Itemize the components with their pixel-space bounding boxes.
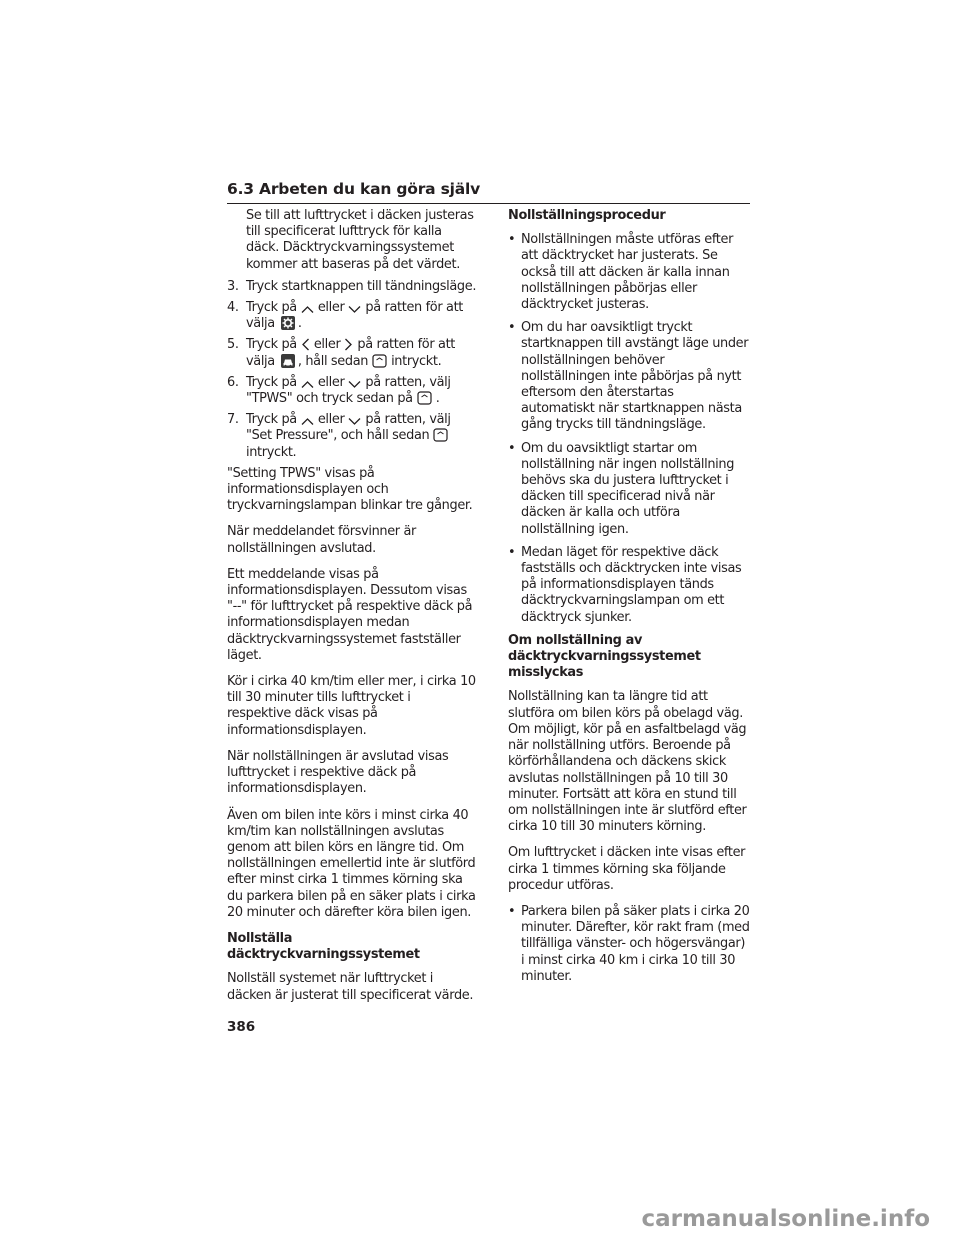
step-number: 6. — [227, 374, 239, 390]
paragraph: Kör i cirka 40 km/tim eller mer, i cirka 10 till 30 minuter tills lufttrycket i respektive däck visas på informationsdisplayen. — [227, 674, 476, 738]
list-item — [508, 441, 750, 538]
step-number: 3. — [227, 278, 239, 294]
page-number: 386 — [227, 1019, 256, 1035]
paragraph: Ett meddelande visas på informationsdisplayen. Dessutom visas "--" för lufttrycket på respektive däck på informationsdisplayen medan däcktryckvarningssystemet fastställer läget. — [227, 566, 473, 663]
step-number: 4. — [227, 300, 239, 316]
paragraph: Nollställning kan ta längre tid att slutföra om bilen körs på obelagd väg. Om möjligt, kör på en asfaltbelagd väg när nollställning utförs. Beroende på körförhållandena och däckens skick avslutas nollställningen på 10 till 30 minuter. Fortsätt att köra en stund till om nollställningen inte är slutförd efter cirka 10 till 30 minuters körning. — [508, 689, 747, 835]
step-text: Tryck startknappen till tändningsläge. — [246, 278, 477, 294]
watermark: carmanualsonline.info — [641, 1206, 930, 1232]
subheading: Nollställa däcktryckvarningssystemet — [227, 930, 420, 963]
chevron-down-icon — [348, 417, 361, 426]
subheading: Nollställningsprocedur — [508, 208, 666, 223]
step-text: eller — [317, 412, 345, 428]
settings-icon — [281, 316, 295, 330]
subheading: Om nollställning av däcktryckvarningssystemet misslyckas — [508, 632, 701, 681]
step-text: intryckt. — [246, 444, 297, 460]
step-6 — [227, 375, 477, 407]
step-text: på ratten, välj "Set Pressure", och håll sedan — [246, 412, 451, 444]
ok-button-icon — [433, 428, 448, 442]
step-text: Tryck på — [246, 300, 297, 316]
paragraph: Nollställ systemet när lufttrycket i däcken är justerat till specificerat värde. — [227, 971, 474, 1003]
bullet: • — [508, 232, 516, 248]
paragraph: "Setting TPWS" visas på informationsdisplayen och tryckvarningslampan blinkar tre gånger. — [227, 465, 473, 514]
list-item — [508, 545, 750, 626]
paragraph: Om lufttrycket i däcken inte visas efter cirka 1 timmes körning ska följande procedur utföras. — [508, 845, 746, 893]
chevron-right-icon — [344, 338, 353, 351]
bullet: • — [508, 440, 516, 456]
step-5 — [227, 337, 477, 369]
step-7 — [227, 412, 477, 461]
list-item-text: Nollställningen måste utföras efter att däcktrycket har justerats. Se också till att däcken är kalla innan nollställningen påbörjas eller däcktrycket justeras. — [521, 232, 734, 313]
step-text: , håll sedan — [297, 353, 369, 369]
chevron-down-icon — [348, 380, 361, 389]
step-text: Tryck på — [246, 337, 297, 353]
step-text: på ratten för att välja — [246, 300, 463, 332]
chevron-left-icon — [301, 338, 310, 351]
paragraph: När nollställningen är avslutad visas lufttrycket i respektive däck på informationsdisplayen. — [227, 748, 449, 797]
list-item — [508, 232, 750, 313]
step-text: eller — [317, 300, 345, 316]
chevron-up-icon — [301, 305, 314, 314]
step-3 — [227, 279, 477, 295]
left-column — [227, 208, 477, 1014]
chevron-down-icon — [348, 305, 361, 314]
list-item-text: Medan läget för respektive däck fastställs och däcktrycken inte visas på informationsdisplayen tänds däcktryckvarningslampan om ett däcktryck sjunker. — [521, 544, 742, 625]
list-item-text: Om du oavsiktligt startar om nollställning när ingen nollställning behövs ska du justera lufttrycket i däcken till specificerad nivå när däcken är kalla och utföra nollställning igen. — [521, 440, 735, 537]
step-text: Tryck på — [246, 374, 297, 390]
list-item-text: Om du har oavsiktligt tryckt startknappen till avstängt läge under nollställningen behöver nollställningen inte påbörjas på nytt eftersom den återstartas automatiskt när startknappen nästa gång trycks till tändningsläge. — [521, 320, 749, 433]
list-item-text: Parkera bilen på säker plats i cirka 20 minuter. Därefter, kör rakt fram (med tillfälliga vänster- och högersvängar) i minst cirka 40 km i cirka 10 till 30 minuter. — [521, 903, 750, 984]
bullet: • — [508, 544, 516, 560]
ok-button-icon — [372, 354, 387, 368]
intro-text: Se till att lufttrycket i däcken justeras till specificerat lufttryck för kalla däck. Däcktryckvarningssystemet kommer att baseras på det värdet. — [246, 208, 474, 272]
chevron-up-icon — [301, 417, 314, 426]
section-header — [227, 179, 750, 204]
step-4 — [227, 300, 477, 332]
step-text: på ratten för att välja — [246, 337, 455, 369]
step-text: eller — [317, 374, 345, 390]
list-item — [508, 320, 750, 433]
paragraph: Även om bilen inte körs i minst cirka 40 km/tim kan nollställningen avslutas genom att bilen körs en längre tid. Om nollställningen emellertid inte är slutförd efter minst cirka 1 timmes körning ska du parkera bilen på en säker plats i cirka 20 minuter och därefter köra bilen igen. — [227, 807, 476, 920]
bullet: • — [508, 903, 516, 919]
right-column — [508, 208, 750, 992]
step-text: eller — [313, 337, 341, 353]
step-text: . — [435, 391, 440, 407]
paragraph: När meddelandet försvinner är nollställningen avslutad. — [227, 524, 417, 556]
step-text: Tryck på — [246, 412, 297, 428]
vehicle-settings-icon — [281, 354, 295, 368]
step-text: på ratten, välj "TPWS" och tryck sedan på — [246, 374, 451, 407]
step-text: intryckt. — [391, 353, 442, 369]
section-title: 6.3 Arbeten du kan göra själv — [227, 180, 481, 198]
chevron-up-icon — [301, 380, 314, 389]
step-number: 5. — [227, 337, 239, 353]
step-number: 7. — [227, 412, 239, 428]
ok-button-icon — [417, 391, 432, 405]
step-text: . — [297, 316, 302, 332]
list-item — [508, 904, 750, 985]
bullet: • — [508, 320, 516, 336]
